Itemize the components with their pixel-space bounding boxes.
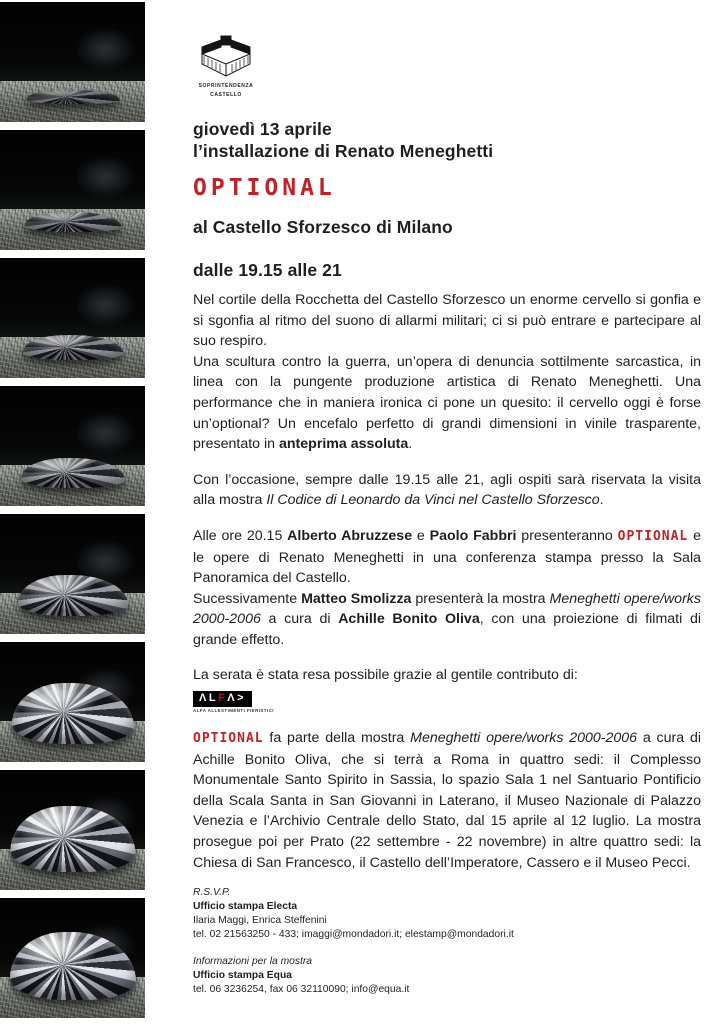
sponsor-block xyxy=(193,688,701,714)
electa-contacts: tel. 02 21563250 - 433; imaggi@mondadori.it; elestamp@mondadori.it xyxy=(193,929,514,941)
alfa-logo: ΛLFΛ> xyxy=(193,691,252,707)
event-line: l’installazione di Renato Meneghetti xyxy=(193,141,494,161)
crest xyxy=(190,34,262,98)
castle-engraving-icon xyxy=(194,34,258,80)
info-label: Informazioni per la mostra xyxy=(193,956,313,968)
rsvp-label: R.S.V.P. xyxy=(193,887,231,899)
paragraph-sculpture: Una scultura contro la guerra, un’opera di denuncia sottilmente sarcastica, in linea con la pungente produzione artistica di Renato Meneghetti. Una performance che in maniera ironica ci pone un quesito: il cervello oggi è forse un’optional? Un encefalo perfetto di grandi dimensioni in vinile trasparente, presentato in anteprima assoluta. xyxy=(193,353,701,453)
filmstrip-frame-3 xyxy=(0,258,145,378)
paragraph-conference: Alle ore 20.15 Alberto Abruzzese e Paolo Fabbri presenteranno OPTIONAL e le opere di Renato Meneghetti in una conferenza stampa presso la Sala Panoramica del Castello. xyxy=(193,527,701,587)
inflatable-brain xyxy=(21,458,125,488)
date-line: giovedì 13 aprile xyxy=(193,119,332,139)
filmstrip-frame-1 xyxy=(0,2,145,122)
tour-paragraph-block xyxy=(193,728,701,873)
filmstrip-frame-5 xyxy=(0,514,145,634)
smoke-haze xyxy=(74,26,136,72)
paragraph-visit: Con l’occasione, sempre dalle 19.15 alle 21, agli ospiti sarà riservata la visita alla mostra Il Codice di Leonardo da Vinci nel Castello Sforzesco. xyxy=(193,471,701,509)
smoke-haze xyxy=(74,154,136,200)
smoke-haze xyxy=(74,410,136,456)
electa-office-name: Ufficio stampa Electa xyxy=(193,901,298,913)
equa-office-name: Ufficio stampa Equa xyxy=(193,970,292,982)
intro-paragraphs xyxy=(193,290,701,455)
filmstrip xyxy=(0,2,145,1018)
equa-contacts: tel. 06 3236254, fax 06 32110090; info@equa.it xyxy=(193,984,410,996)
text-column xyxy=(193,118,701,997)
title-optional: OPTIONAL xyxy=(193,175,336,201)
contacts-equa xyxy=(193,955,701,997)
filmstrip-frame-2 xyxy=(0,130,145,250)
electa-people: Ilaria Maggi, Enrica Steffenini xyxy=(193,915,327,927)
smoke-haze xyxy=(74,282,136,328)
credit-line: La serata è stata resa possibile grazie al gentile contributo di: xyxy=(193,666,578,683)
crest-caption-line2: CASTELLO xyxy=(210,92,242,98)
crest-caption-line1: SOPRINTENDENZA xyxy=(198,83,254,89)
paragraph-presentation: Sucessivamente Matteo Smolizza presenterà la mostra Meneghetti opere/works 2000-2006 a cura di Achille Bonito Oliva, con una proiezione di filmati di grande effetto. xyxy=(193,590,701,648)
filmstrip-frame-4 xyxy=(0,386,145,506)
visit-paragraph-block xyxy=(193,470,701,511)
venue-line: al Castello Sforzesco di Milano xyxy=(193,217,453,237)
paragraph-tour: OPTIONAL fa parte della mostra Meneghetti opere/works 2000-2006 a cura di Achille Bonito Oliva, che si terrà a Roma in quattro sedi: il Complesso Monumentale Santo Spirito in Sassia, lo spazio Sala 1 nel Santuario Pontificio della Scala Santa in San Giovanni in Laterano, il Museo Nazionale di Palazzo Venezia e l’Archivio Centrale dello Stato, dal 15 aprile al 12 luglio. La mostra prosegue poi per Prato (22 settembre - 22 novembre) in altre quattro sedi: la Chiesa di San Francesco, il Castello dell’Imperatore, Cassero e il Museo Pecci. xyxy=(193,730,701,871)
filmstrip-frame-8 xyxy=(0,898,145,1018)
filmstrip-frame-6 xyxy=(0,642,145,762)
alfa-logo-caption: ALFA ALLESTIMENTI FIERISTICI xyxy=(193,708,274,714)
filmstrip-frame-7 xyxy=(0,770,145,890)
contacts-electa xyxy=(193,886,701,942)
time-line: dalle 19.15 alle 21 xyxy=(193,260,342,280)
press-conference-block xyxy=(193,526,701,651)
inflatable-brain xyxy=(26,90,120,104)
paragraph-installation: Nel cortile della Rocchetta del Castello Sforzesco un enorme cervello si gonfia e si sgonfia al ritmo del suono di allarmi militari; ci si può entrare e partecipare al suo respiro. xyxy=(193,292,701,350)
